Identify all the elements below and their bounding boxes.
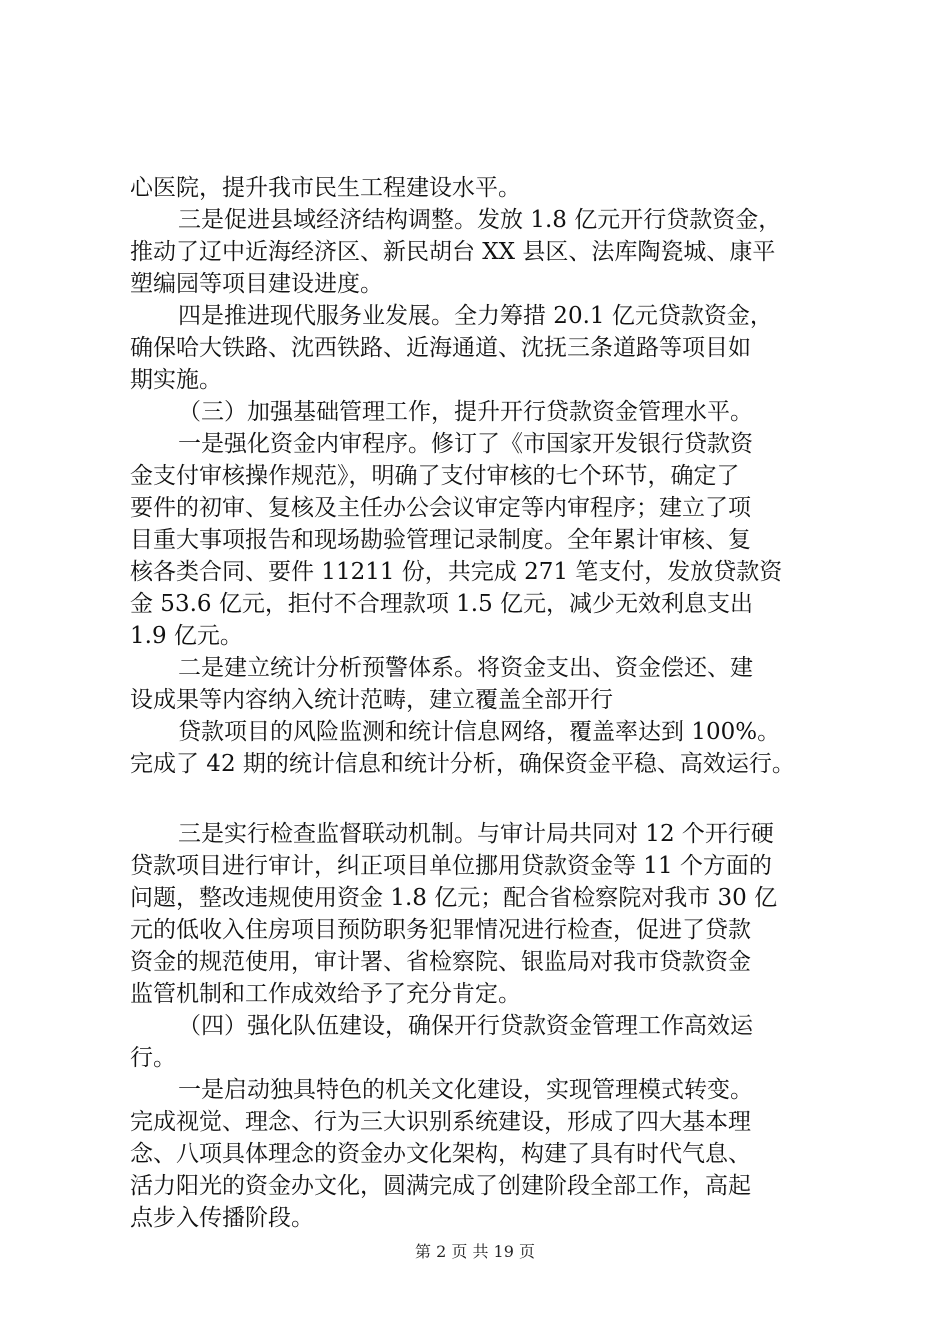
- text-line: 一是启动独具特色的机关文化建设，实现管理模式转变。: [178, 1077, 753, 1103]
- text-line: 资金的规范使用，审计署、省检察院、银监局对我市贷款资金: [130, 949, 751, 975]
- text-line: 一是强化资金内审程序。修订了《市国家开发银行贷款资: [178, 431, 753, 457]
- page-footer: 第 2 页 共 19 页: [415, 1242, 535, 1261]
- text-line: 贷款项目的风险监测和统计信息网络，覆盖率达到 100%。: [178, 719, 781, 745]
- text-line: 设成果等内容纳入统计范畴，建立覆盖全部开行: [130, 687, 613, 713]
- text-line: 推动了辽中近海经济区、新民胡台 XX 县区、法库陶瓷城、康平: [130, 239, 776, 265]
- text-line: 元的低收入住房项目预防职务犯罪情况进行检查，促进了贷款: [130, 917, 751, 943]
- text-line: 金 53.6 亿元，拒付不合理款项 1.5 亿元，减少无效利息支出: [130, 591, 754, 617]
- text-line: 问题，整改违规使用资金 1.8 亿元；配合省检察院对我市 30 亿: [130, 885, 778, 911]
- text-line: 确保哈大铁路、沈西铁路、近海通道、沈抚三条道路等项目如: [130, 335, 751, 361]
- text-line: 三是实行检查监督联动机制。与审计局共同对 12 个开行硬: [178, 821, 774, 847]
- text-line: 行。: [130, 1045, 176, 1071]
- text-line: 期实施。: [130, 367, 222, 393]
- text-line: 念、八项具体理念的资金办文化架构，构建了具有时代气息、: [130, 1141, 751, 1167]
- text-line: 心医院，提升我市民生工程建设水平。: [130, 175, 521, 201]
- section-heading: （三）加强基础管理工作，提升开行贷款资金管理水平。: [178, 399, 753, 425]
- text-line: 要件的初审、复核及主任办公会议审定等内审程序；建立了项: [130, 495, 751, 521]
- text-line: 三是促进县域经济结构调整。发放 1.8 亿元开行贷款资金，: [178, 207, 782, 233]
- paragraph-gap: [130, 780, 842, 818]
- text-line: 活力阳光的资金办文化，圆满完成了创建阶段全部工作，高起: [130, 1173, 751, 1199]
- text-line: 金支付审核操作规范》，明确了支付审核的七个环节，确定了: [130, 463, 740, 489]
- text-line: 1.9 亿元。: [130, 623, 243, 649]
- text-line: 完成视觉、理念、行为三大识别系统建设，形成了四大基本理: [130, 1109, 751, 1135]
- text-line: 点步入传播阶段。: [130, 1205, 314, 1231]
- text-line: 贷款项目进行审计，纠正项目单位挪用贷款资金等 11 个方面的: [130, 853, 772, 879]
- document-body: [130, 172, 842, 1234]
- text-line: 完成了 42 期的统计信息和统计分析，确保资金平稳、高效运行。: [130, 751, 795, 777]
- text-line: 监管机制和工作成效给予了充分肯定。: [130, 981, 521, 1007]
- text-line: 四是推进现代服务业发展。全力筹措 20.1 亿元贷款资金，: [178, 303, 773, 329]
- section-heading: （四）强化队伍建设，确保开行贷款资金管理工作高效运: [178, 1013, 753, 1039]
- text-line: 塑编园等项目建设进度。: [130, 271, 383, 297]
- text-line: 目重大事项报告和现场勘验管理记录制度。全年累计审核、复: [130, 527, 751, 553]
- text-line: 二是建立统计分析预警体系。将资金支出、资金偿还、建: [178, 655, 753, 681]
- text-line: 核各类合同、要件 11211 份，共完成 271 笔支付，发放贷款资: [130, 559, 783, 585]
